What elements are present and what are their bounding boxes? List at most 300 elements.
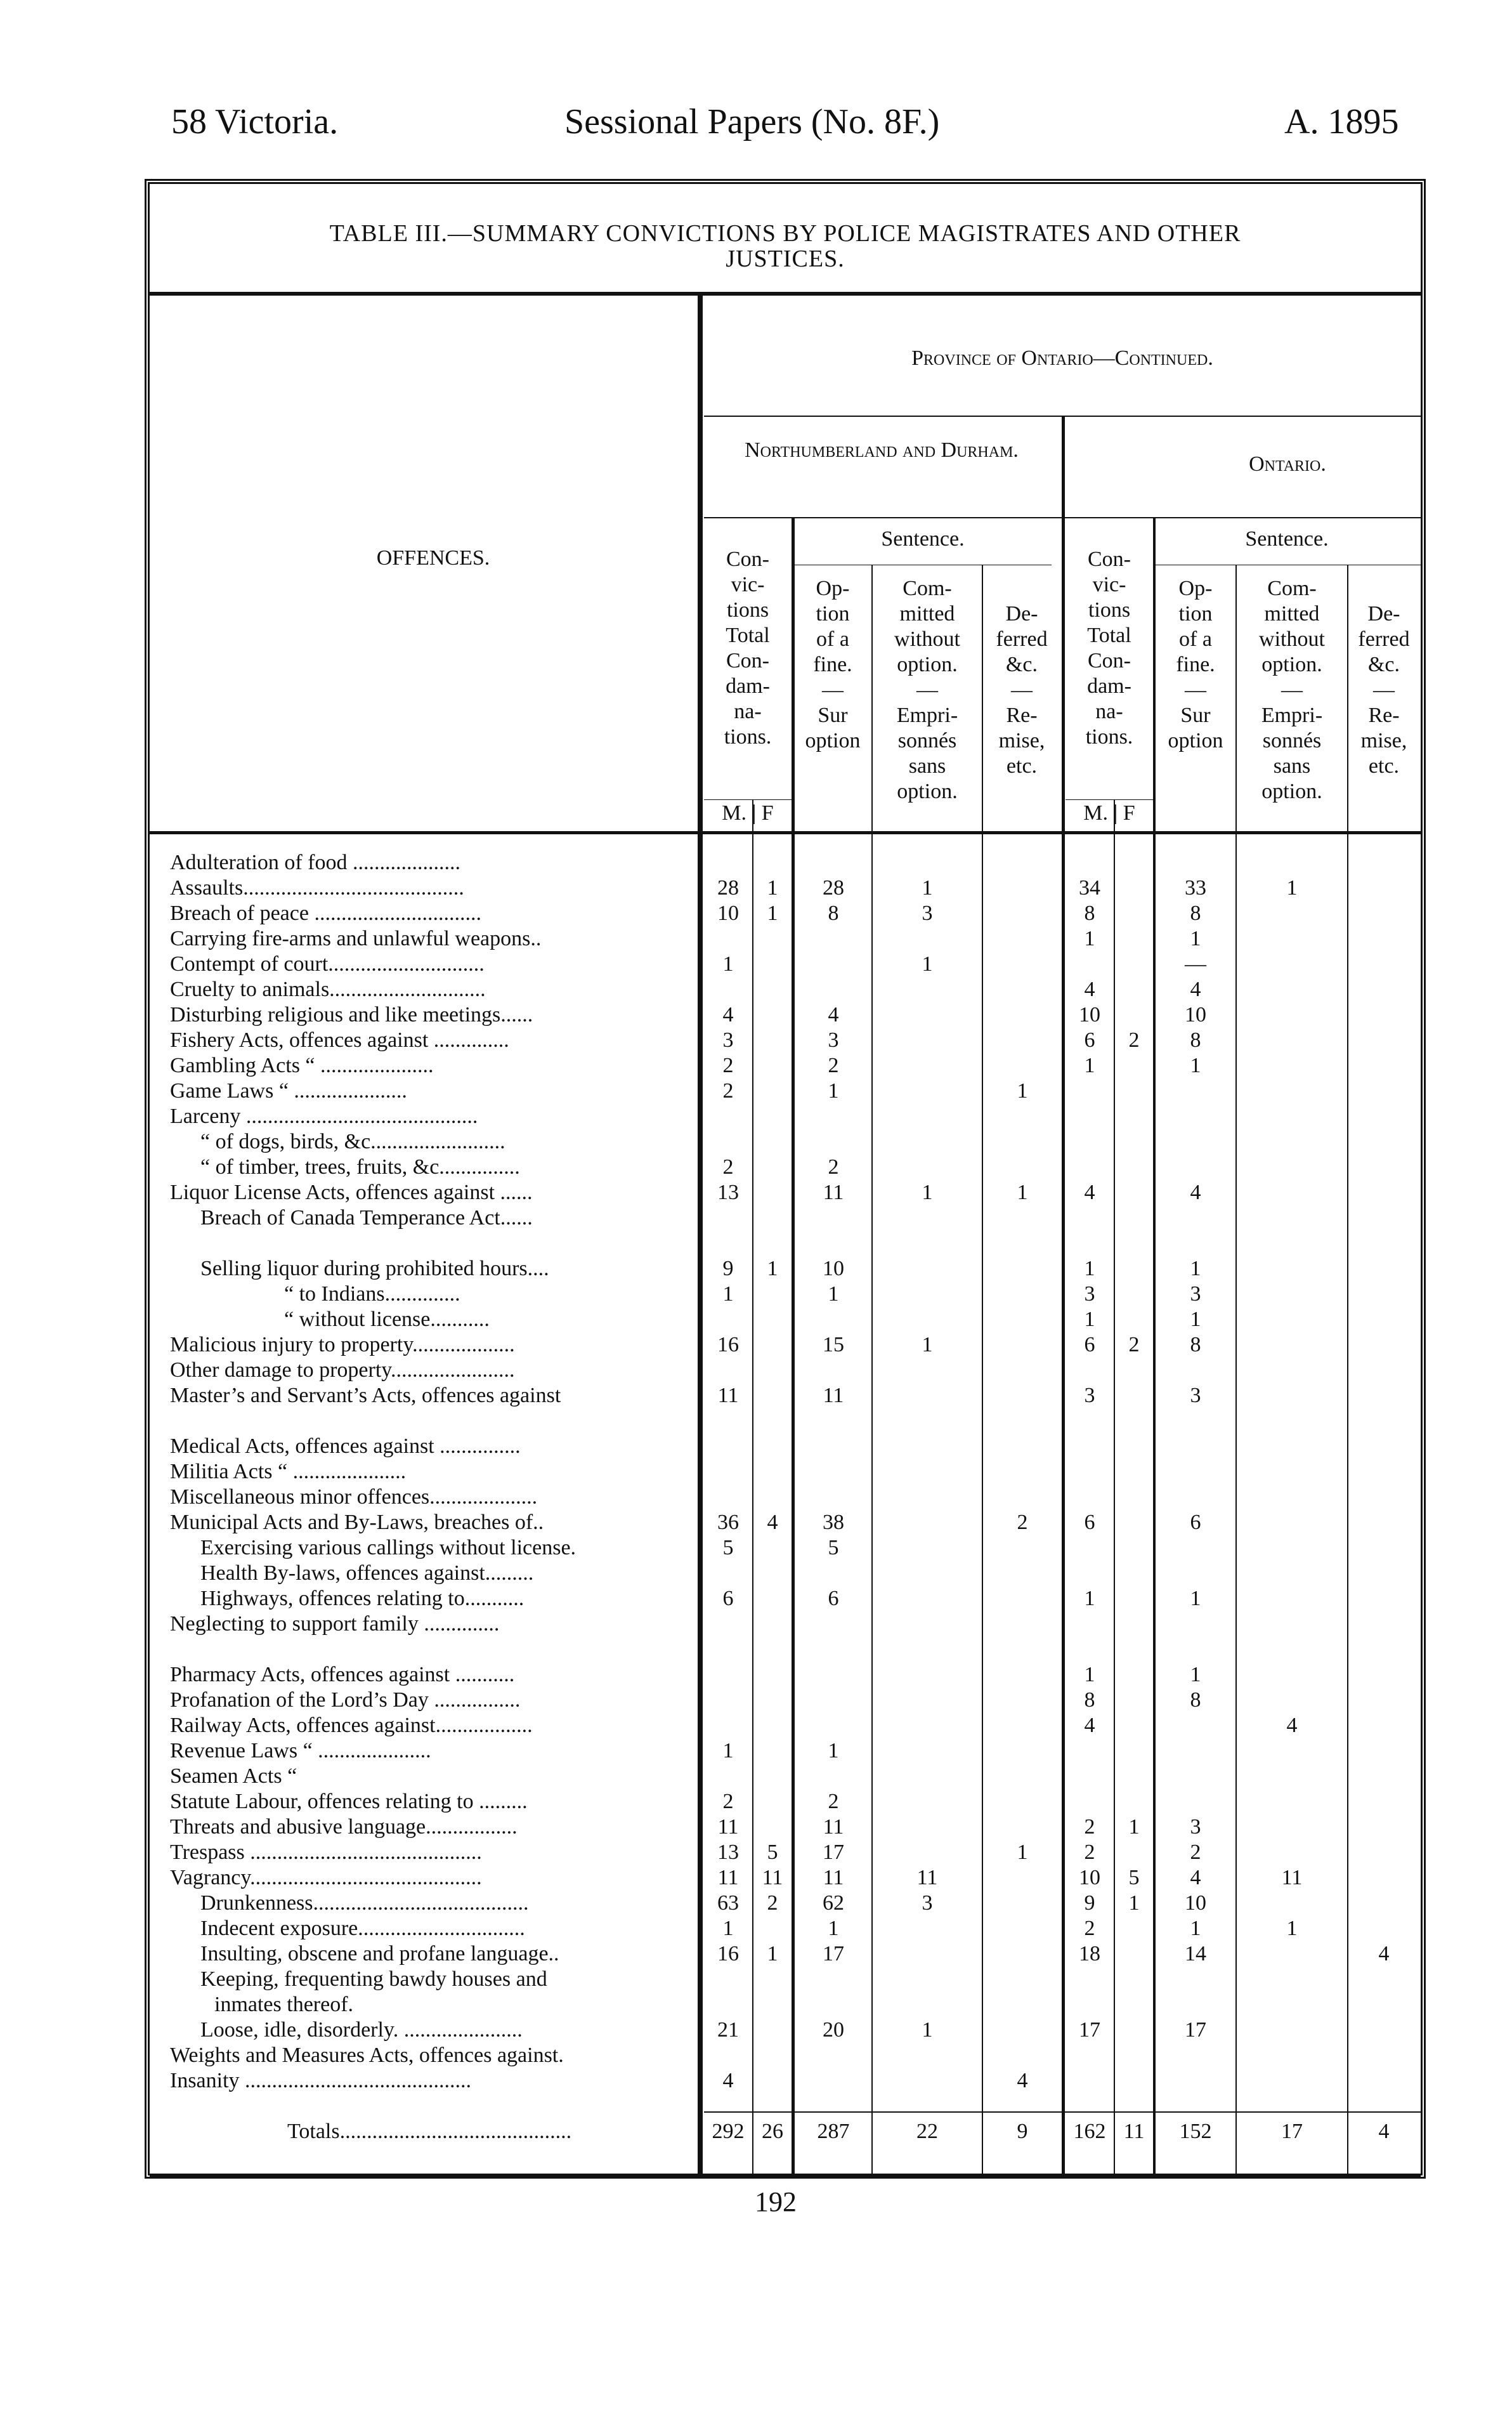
nd-opt-cell — [795, 1992, 871, 2018]
on-m-cell: 17 — [1079, 2018, 1100, 2042]
offence-label: Fishery Acts, offences against .............. — [170, 1028, 509, 1052]
on-opt-cell — [1156, 1205, 1235, 1231]
on-def-cell — [1348, 1992, 1419, 2018]
offence-label: Breach of Canada Temperance Act...... — [200, 1206, 533, 1230]
nd-m-cell — [704, 1205, 752, 1231]
on-def-cell — [1348, 2094, 1419, 2119]
totals-label: Totals........................................... — [287, 2120, 572, 2143]
nd-def-cell — [983, 1408, 1062, 1434]
nd-com-cell — [873, 1256, 982, 1282]
nd-f-cell — [753, 1307, 792, 1332]
on-m-cell — [1066, 1434, 1114, 1459]
on-f-cell — [1115, 1535, 1153, 1561]
on-m-cell: 3 — [1084, 1384, 1095, 1407]
on-def-cell — [1348, 1561, 1419, 1586]
nd-f-cell — [753, 952, 792, 977]
on-committed-heading: Com- mitted without option. — Empri- sonnés sans option. — [1259, 577, 1325, 803]
on-f-cell — [1115, 1713, 1153, 1738]
nd-f-cell — [753, 1358, 792, 1383]
table-title-line1: TABLE III.—SUMMARY CONVICTIONS BY POLICE MAGISTRATES AND OTHER — [329, 220, 1241, 247]
nd-opt-cell — [795, 2043, 871, 2068]
on-com-cell — [1237, 1611, 1347, 1637]
on-m-cell: 1 — [1084, 1308, 1095, 1331]
on-f-cell — [1115, 1002, 1153, 1028]
nd-def-cell — [983, 901, 1062, 926]
nd-f-cell: 1 — [767, 876, 778, 900]
offence-label: “ of dogs, birds, &c......................... — [200, 1130, 505, 1153]
nd-f-cell — [753, 1713, 792, 1738]
on-m-cell — [1066, 1408, 1114, 1434]
on-m-cell: 1 — [1084, 927, 1095, 950]
district-heading-nd: Northumberland and Durham. — [745, 438, 1019, 462]
on-f-cell — [1115, 2018, 1153, 2043]
offence-label: Other damage to property....................... — [170, 1358, 515, 1382]
on-com-cell — [1237, 1155, 1347, 1180]
nd-f-cell: 2 — [767, 1891, 778, 1915]
nd-com-cell — [873, 1307, 982, 1332]
nd-def-cell — [983, 977, 1062, 1002]
nd-m-cell — [704, 1662, 752, 1688]
nd-def-cell — [983, 1789, 1062, 1814]
on-f-cell — [1115, 1079, 1153, 1104]
nd-def-cell — [983, 1865, 1062, 1891]
nd-deferred-heading: De- ferred &c. — Re- mise, etc. — [996, 602, 1048, 778]
on-f-cell: 2 — [1128, 1028, 1140, 1052]
nd-com-cell — [873, 1941, 982, 1967]
on-f-cell — [1115, 1282, 1153, 1307]
nd-m-cell — [704, 1408, 752, 1434]
on-m-cell: 6 — [1084, 1333, 1095, 1356]
nd-opt-cell: 11 — [823, 1866, 844, 1889]
nd-com-cell — [873, 1586, 982, 1611]
offences-list — [170, 850, 696, 2144]
nd-def-cell: 2 — [1017, 1511, 1028, 1534]
nd-com-cell — [873, 1992, 982, 2018]
on-com-cell — [1237, 1180, 1347, 1205]
nd-m-cell — [704, 1561, 752, 1586]
nd-def-cell — [983, 1586, 1062, 1611]
on-f-cell: 5 — [1128, 1866, 1140, 1889]
nd-def-cell — [983, 1231, 1062, 1256]
offence-label: Master’s and Servant’s Acts, offences against — [170, 1384, 561, 1407]
nd-def-cell — [983, 850, 1062, 876]
on-def-cell — [1348, 1408, 1419, 1434]
nd-opt-cell — [795, 1408, 871, 1434]
nd-def-cell — [983, 1104, 1062, 1129]
offence-label: Drunkenness........................................ — [200, 1891, 529, 1915]
nd-m-cell: 2 — [722, 1054, 734, 1077]
on-def-cell — [1348, 1383, 1419, 1408]
nd-m-cell: 2 — [722, 1079, 734, 1103]
vrule-offences — [698, 296, 703, 2175]
on-opt-cell: 17 — [1185, 2018, 1206, 2042]
on-f-cell: 1 — [1128, 1891, 1140, 1915]
on-f-cell — [1115, 1155, 1153, 1180]
on-opt-cell — [1156, 1079, 1235, 1104]
on-f-cell — [1115, 1789, 1153, 1814]
on-m-cell — [1066, 1231, 1114, 1256]
offence-label: Profanation of the Lord’s Day ................ — [170, 1688, 521, 1712]
nd-com-cell — [873, 1814, 982, 1840]
nd-f-cell — [753, 1282, 792, 1307]
nd-f-cell — [753, 1205, 792, 1231]
nd-opt-cell — [795, 1611, 871, 1637]
on-def-cell — [1348, 1840, 1419, 1865]
on-f-cell — [1115, 876, 1153, 901]
nd-com-cell: 3 — [922, 902, 933, 925]
on-com-cell — [1237, 1485, 1347, 1510]
nd-com-cell — [873, 1282, 982, 1307]
on-f-cell — [1115, 1586, 1153, 1611]
nd-f-cell — [753, 1028, 792, 1053]
nd-com-cell — [873, 2068, 982, 2094]
offence-label: Threats and abusive language................. — [170, 1815, 518, 1839]
on-m-cell — [1066, 1358, 1114, 1383]
on-com-cell: 1 — [1286, 876, 1298, 900]
nd-com-cell — [873, 1028, 982, 1053]
nd-opt-cell: 11 — [823, 1815, 844, 1839]
on-def-cell — [1348, 1155, 1419, 1180]
offence-label: Municipal Acts and By-Laws, breaches of.. — [170, 1511, 544, 1534]
on-def-cell — [1348, 2018, 1419, 2043]
on-f-cell — [1115, 1231, 1153, 1256]
nd-opt-cell — [795, 952, 871, 977]
offence-label: Seamen Acts “ — [170, 1764, 297, 1788]
nd-def-cell — [983, 1611, 1062, 1637]
nd-f-cell — [753, 1434, 792, 1459]
nd-com-cell — [873, 1967, 982, 1992]
nd-f-cell — [753, 1408, 792, 1434]
nd-com-cell — [873, 1764, 982, 1789]
on-opt-cell: 8 — [1190, 902, 1201, 925]
on-f-cell — [1115, 1358, 1153, 1383]
on-m-cell: 34 — [1079, 876, 1100, 900]
rule-bottom — [150, 2175, 1421, 2179]
on-com-cell — [1237, 1002, 1347, 1028]
nd-f-cell — [753, 977, 792, 1002]
nd-f-cell — [753, 1967, 792, 1992]
table-title — [145, 221, 1426, 272]
on-m-cell: 1 — [1084, 1587, 1095, 1610]
on-opt-cell — [1156, 1789, 1235, 1814]
nd-f-cell: 1 — [767, 902, 778, 925]
on-f-cell: 2 — [1128, 1333, 1140, 1356]
offence-label: Railway Acts, offences against.................. — [170, 1714, 533, 1737]
on-f-cell: 1 — [1128, 1815, 1140, 1839]
on-com-cell — [1237, 1104, 1347, 1129]
nd-def-cell — [983, 1383, 1062, 1408]
nd-com-cell — [873, 850, 982, 876]
nd-f-cell — [753, 1688, 792, 1713]
on-opt-cell — [1156, 1104, 1235, 1129]
nd-opt-cell — [795, 2094, 871, 2119]
nd-def-cell — [983, 1485, 1062, 1510]
nd-com-cell — [873, 1916, 982, 1941]
nd-com-cell: 1 — [922, 2018, 933, 2042]
on-m-cell — [1066, 2068, 1114, 2094]
offence-label — [170, 1231, 696, 1256]
offence-label: Assaults......................................... — [170, 876, 464, 900]
nd-opt-cell: 1 — [828, 1917, 839, 1940]
on-com-cell — [1237, 1814, 1347, 1840]
offence-label: Cruelty to animals............................. — [170, 978, 486, 1001]
on-opt-cell: 1 — [1190, 1587, 1201, 1610]
nd-com-cell — [873, 1002, 982, 1028]
on-opt-cell — [1156, 1231, 1235, 1256]
nd-opt-cell: 10 — [823, 1257, 844, 1280]
nd-opt-cell: 62 — [823, 1891, 844, 1915]
nd-m-cell: 1 — [722, 1282, 734, 1306]
on-def-cell — [1348, 1586, 1419, 1611]
on-opt-cell — [1156, 1129, 1235, 1155]
on-opt-cell — [1156, 1992, 1235, 2018]
on-f-cell — [1115, 1256, 1153, 1282]
nd-f-cell: 26 — [762, 2120, 783, 2143]
nd-opt-cell — [795, 1561, 871, 1586]
nd-def-cell — [983, 1459, 1062, 1485]
on-def-cell — [1348, 1358, 1419, 1383]
nd-m-cell — [704, 1307, 752, 1332]
on-com-cell — [1237, 1079, 1347, 1104]
on-m-cell — [1066, 2094, 1114, 2119]
on-m-cell: 4 — [1084, 1181, 1095, 1204]
on-f-cell — [1115, 1840, 1153, 1865]
on-com-cell — [1237, 1535, 1347, 1561]
nd-f-cell: 4 — [767, 1511, 778, 1534]
on-def-cell — [1348, 1611, 1419, 1637]
nd-opt-cell — [795, 1434, 871, 1459]
offence-label: Insanity .......................................... — [170, 2069, 472, 2092]
on-opt-cell — [1156, 1561, 1235, 1586]
offence-label: Contempt of court............................. — [170, 952, 485, 976]
nd-com-cell — [873, 2094, 982, 2119]
nd-def-cell — [983, 2043, 1062, 2068]
nd-f-cell — [753, 1916, 792, 1941]
nd-com-cell — [873, 1637, 982, 1662]
rule-mf-nd — [704, 799, 793, 800]
nd-f-cell — [753, 2094, 792, 2119]
on-opt-cell: 14 — [1185, 1942, 1206, 1965]
on-f-cell — [1115, 1307, 1153, 1332]
nd-m-cell: 1 — [722, 952, 734, 976]
nd-m-cell — [704, 1764, 752, 1789]
on-def-cell — [1348, 2068, 1419, 2094]
on-m-cell: 3 — [1084, 1282, 1095, 1306]
on-def-cell — [1348, 1307, 1419, 1332]
on-com-cell — [1237, 1891, 1347, 1916]
offence-label: Breach of peace ............................... — [170, 902, 481, 925]
on-opt-cell: 1 — [1190, 1308, 1201, 1331]
on-com-cell — [1237, 1637, 1347, 1662]
on-def-cell — [1348, 1637, 1419, 1662]
nd-def-cell — [983, 1814, 1062, 1840]
on-com-cell — [1237, 1586, 1347, 1611]
on-f-cell — [1115, 2094, 1153, 2119]
on-com-cell: 1 — [1286, 1917, 1298, 1940]
offence-label — [170, 1408, 696, 1434]
on-com-cell — [1237, 1789, 1347, 1814]
on-com-cell — [1237, 1688, 1347, 1713]
vrule-district — [1062, 416, 1065, 2175]
on-def-cell — [1348, 1662, 1419, 1688]
nd-f-cell — [753, 2018, 792, 2043]
nd-com-cell — [873, 1231, 982, 1256]
nd-opt-cell — [795, 1485, 871, 1510]
on-def-cell — [1348, 1180, 1419, 1205]
nd-def-cell — [983, 2018, 1062, 2043]
on-com-cell — [1237, 2068, 1347, 2094]
offence-label: “ without license........... — [284, 1308, 490, 1331]
on-def-cell — [1348, 1891, 1419, 1916]
on-com-cell — [1237, 1992, 1347, 2018]
nd-def-cell — [983, 1941, 1062, 1967]
nd-opt-cell: 1 — [828, 1079, 839, 1103]
on-com-cell — [1237, 1053, 1347, 1079]
on-m-cell: 10 — [1079, 1003, 1100, 1027]
nd-def-cell: 1 — [1017, 1181, 1028, 1204]
nd-f-cell: 1 — [767, 1257, 778, 1280]
nd-f-cell — [753, 1485, 792, 1510]
rule-under-title — [150, 292, 1421, 296]
on-f-cell — [1115, 977, 1153, 1002]
on-f-cell — [1115, 2043, 1153, 2068]
on-f-cell — [1115, 1485, 1153, 1510]
nd-com-cell — [873, 1104, 982, 1129]
nd-m-cell: 13 — [717, 1840, 739, 1864]
on-m-cell — [1066, 1992, 1114, 2018]
on-male-column — [1066, 850, 1114, 2144]
nd-m-cell — [704, 1231, 752, 1256]
nd-def-cell — [983, 952, 1062, 977]
nd-m-cell — [704, 1129, 752, 1155]
nd-opt-cell: 1 — [828, 1282, 839, 1306]
offence-label: Loose, idle, disorderly. ...................... — [200, 2018, 523, 2042]
on-com-cell — [1237, 1561, 1347, 1586]
nd-com-cell — [873, 1053, 982, 1079]
nd-option-heading: Op- tion of a fine. — Sur option — [805, 577, 861, 752]
on-com-cell — [1237, 2094, 1347, 2119]
nd-f-cell — [753, 1079, 792, 1104]
nd-deferred-column — [983, 850, 1062, 2144]
on-m-cell: 2 — [1084, 1917, 1095, 1940]
nd-m-cell: 4 — [722, 2069, 734, 2092]
nd-opt-cell — [795, 850, 871, 876]
nd-def-cell — [983, 1155, 1062, 1180]
on-f-cell — [1115, 850, 1153, 876]
nd-com-cell: 22 — [916, 2120, 938, 2143]
nd-m-cell: 11 — [717, 1384, 739, 1407]
rule-mf-on — [1066, 799, 1154, 800]
nd-opt-cell — [795, 1104, 871, 1129]
on-def-cell — [1348, 2043, 1419, 2068]
on-def-cell — [1348, 1282, 1419, 1307]
offence-label: Larceny ........................................... — [170, 1105, 478, 1128]
nd-opt-cell — [795, 977, 871, 1002]
nd-com-cell — [873, 1688, 982, 1713]
vrule-nd-conv — [792, 517, 795, 2175]
nd-m-cell: 63 — [717, 1891, 739, 1915]
on-m-cell — [1066, 2043, 1114, 2068]
nd-f-cell — [753, 2068, 792, 2094]
nd-def-cell — [983, 1307, 1062, 1332]
header-volume: 58 Victoria. — [171, 102, 339, 141]
nd-def-cell — [983, 1637, 1062, 1662]
on-opt-cell — [1156, 1485, 1235, 1510]
nd-m-cell — [704, 1992, 752, 2018]
on-opt-cell: 3 — [1190, 1384, 1201, 1407]
nd-com-cell — [873, 926, 982, 952]
on-opt-cell: 10 — [1185, 1003, 1206, 1027]
on-opt-cell — [1156, 1611, 1235, 1637]
nd-def-cell: 4 — [1017, 2069, 1028, 2092]
nd-opt-cell — [795, 1662, 871, 1688]
nd-m-cell — [704, 1611, 752, 1637]
nd-f-cell — [753, 1789, 792, 1814]
header-title: Sessional Papers (No. 8F.) — [564, 102, 940, 141]
nd-opt-cell: 28 — [823, 876, 844, 900]
on-com-cell — [1237, 977, 1347, 1002]
on-m-cell — [1066, 1205, 1114, 1231]
nd-com-cell: 1 — [922, 1333, 933, 1356]
on-f-cell — [1115, 1205, 1153, 1231]
on-com-cell — [1237, 1408, 1347, 1434]
nd-opt-cell — [795, 1713, 871, 1738]
nd-opt-cell — [795, 1307, 871, 1332]
nd-m-cell: 5 — [722, 1536, 734, 1559]
on-com-cell — [1237, 1231, 1347, 1256]
table-title-line2: JUSTICES. — [726, 246, 845, 272]
on-def-cell — [1348, 850, 1419, 876]
nd-com-cell — [873, 1611, 982, 1637]
on-def-cell — [1348, 1002, 1419, 1028]
offence-label: Game Laws “ ..................... — [170, 1079, 407, 1103]
nd-def-cell — [983, 1053, 1062, 1079]
on-m-cell — [1066, 1738, 1114, 1764]
header-year: A. 1895 — [1284, 102, 1399, 141]
nd-def-cell — [983, 1282, 1062, 1307]
on-com-cell — [1237, 1028, 1347, 1053]
nd-com-cell — [873, 1561, 982, 1586]
on-def-cell — [1348, 1028, 1419, 1053]
nd-def-cell: 9 — [1017, 2120, 1028, 2143]
on-com-cell: 4 — [1286, 1714, 1298, 1737]
on-opt-cell — [1156, 2043, 1235, 2068]
on-m-cell — [1066, 850, 1114, 876]
nd-def-cell — [983, 1358, 1062, 1383]
on-com-cell — [1237, 1129, 1347, 1155]
on-com-cell — [1237, 1459, 1347, 1485]
on-opt-cell — [1156, 1637, 1235, 1662]
on-def-cell — [1348, 1967, 1419, 1992]
on-com-cell — [1237, 1662, 1347, 1688]
on-f-cell — [1115, 1459, 1153, 1485]
nd-def-cell — [983, 1129, 1062, 1155]
on-com-cell — [1237, 926, 1347, 952]
on-com-cell: 11 — [1281, 1866, 1303, 1889]
on-committed-column — [1237, 850, 1347, 2144]
nd-f-cell — [753, 850, 792, 876]
on-def-cell — [1348, 1459, 1419, 1485]
on-option-heading: Op- tion of a fine. — Sur option — [1168, 577, 1223, 752]
nd-f-cell — [753, 1002, 792, 1028]
nd-opt-cell: 2 — [828, 1790, 839, 1813]
on-opt-cell — [1156, 1358, 1235, 1383]
on-m-cell: 1 — [1084, 1054, 1095, 1077]
on-f-cell — [1115, 926, 1153, 952]
on-def-cell — [1348, 1535, 1419, 1561]
nd-m-cell: 3 — [722, 1028, 734, 1052]
on-f-cell — [1115, 1383, 1153, 1408]
